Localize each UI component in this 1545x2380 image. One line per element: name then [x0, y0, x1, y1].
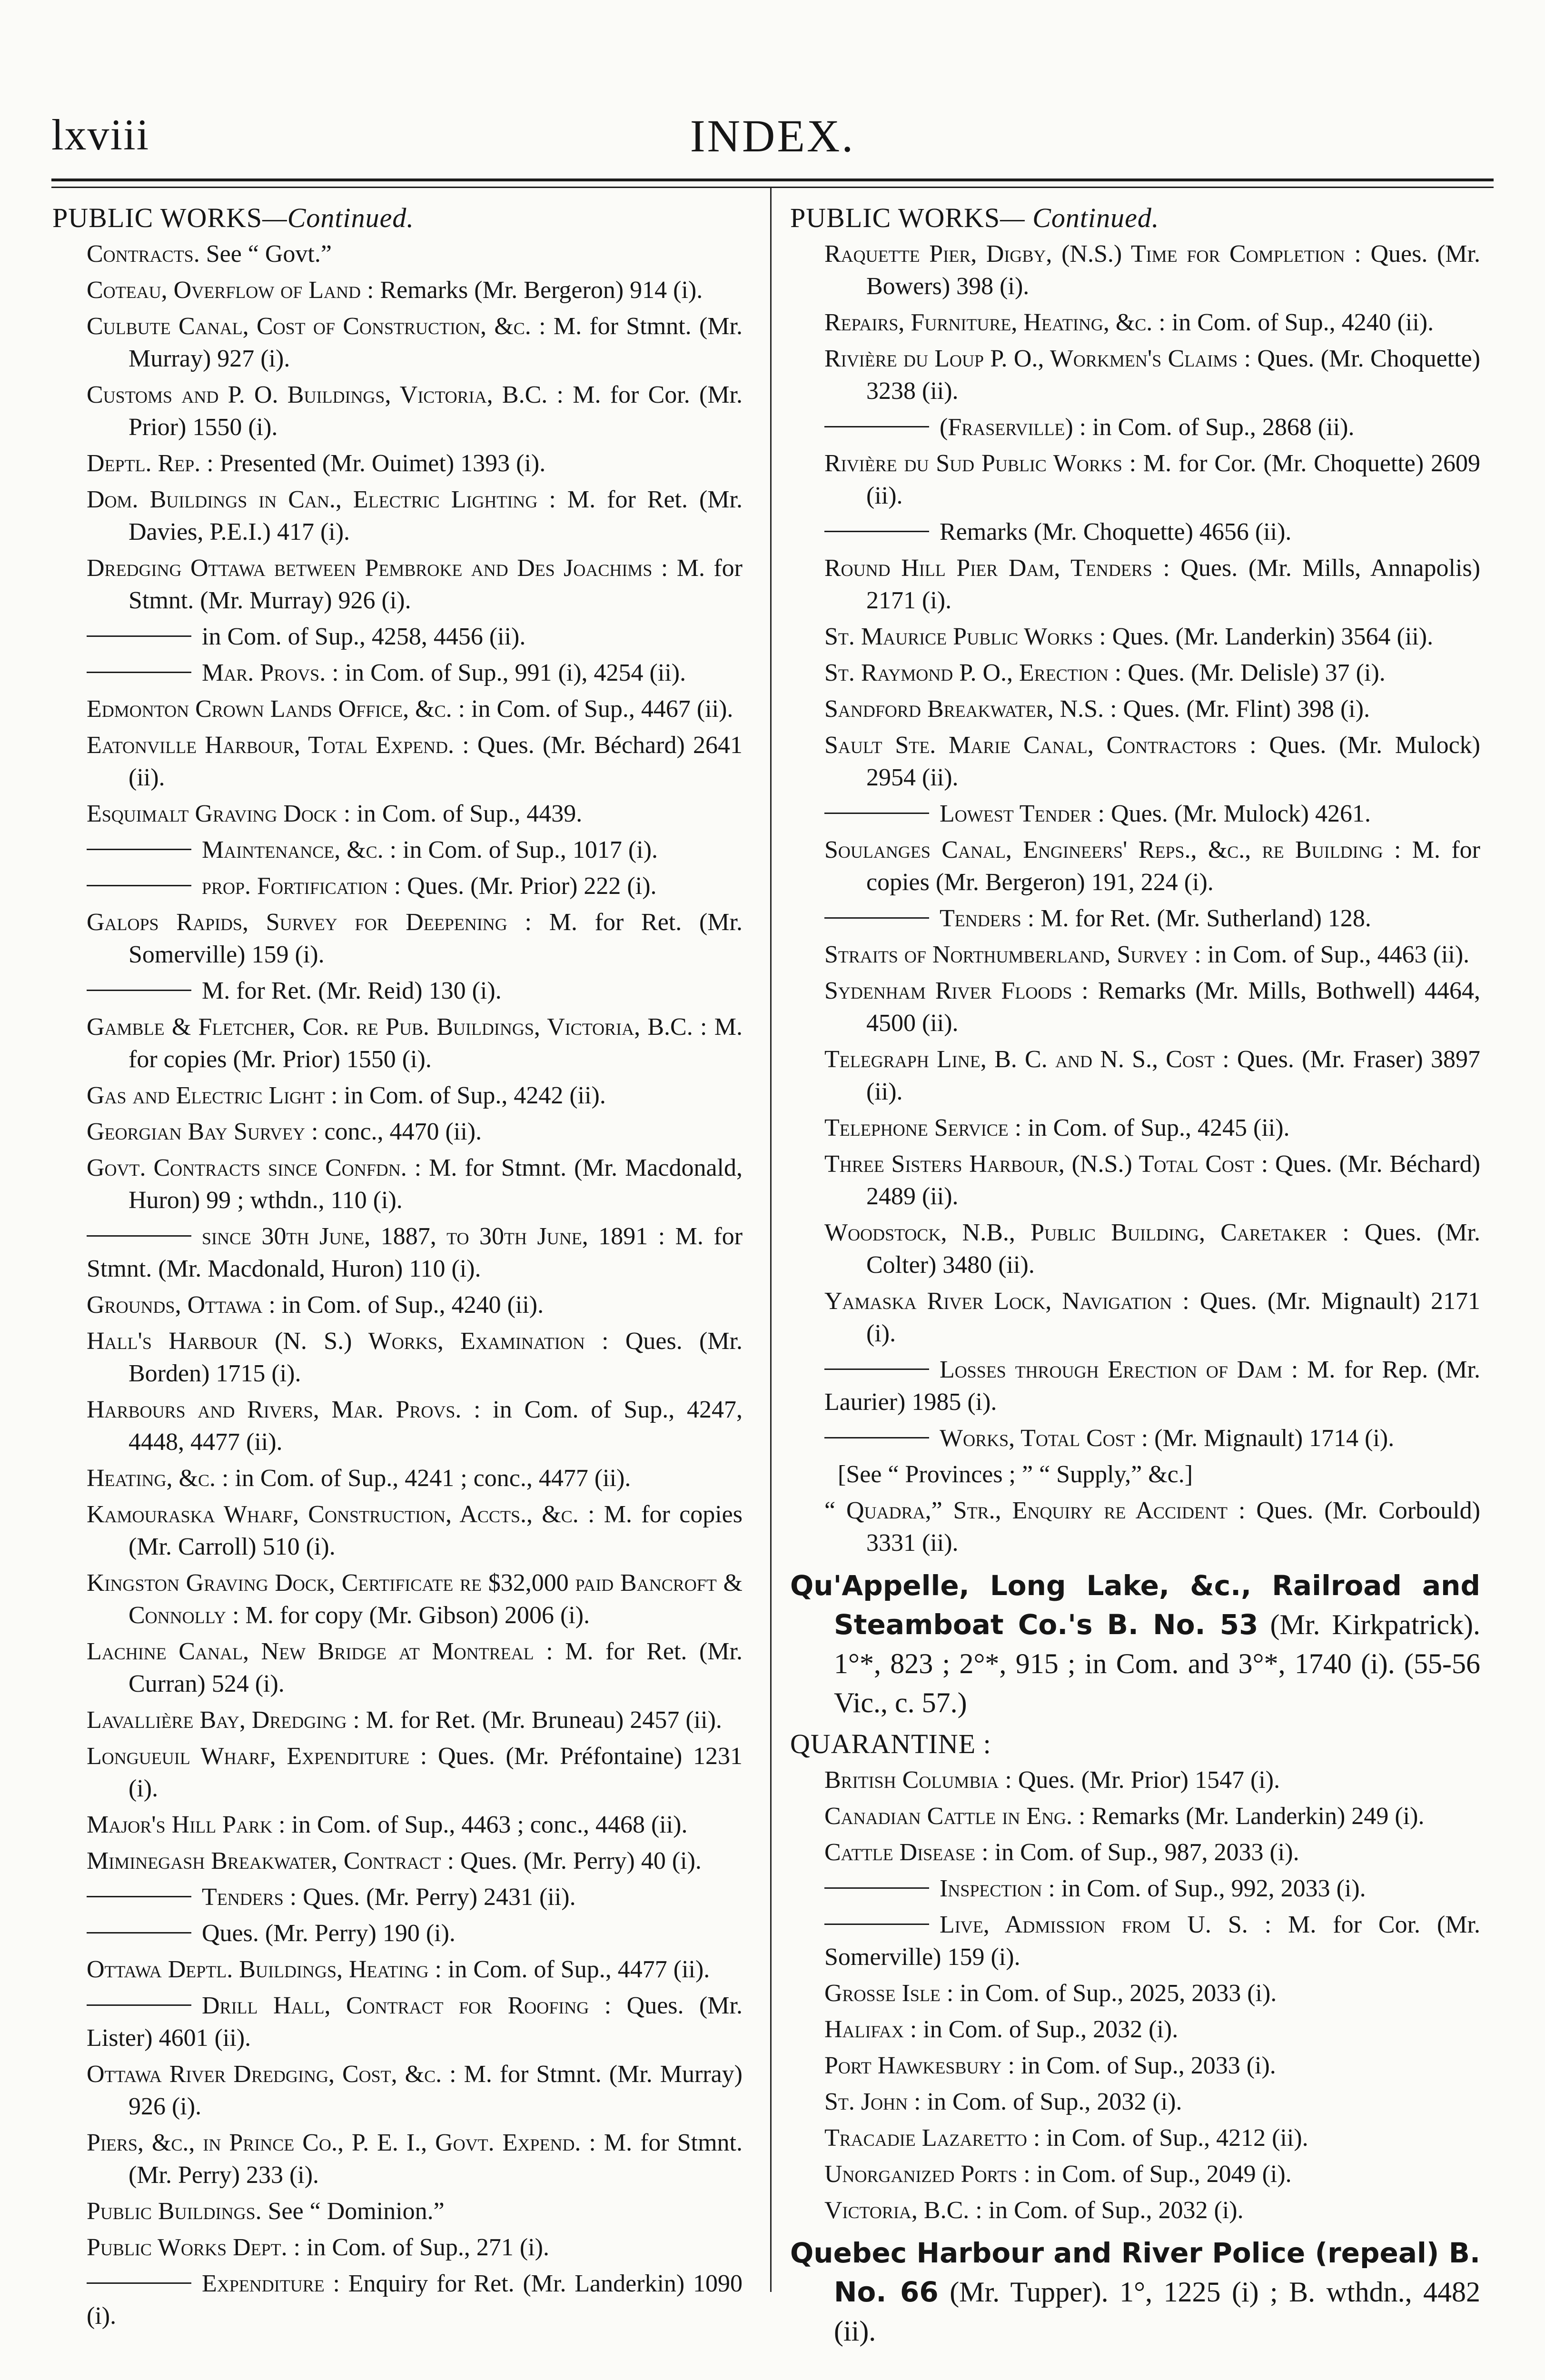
index-entry [52, 484, 743, 548]
entry-text: in Com. of Sup., 2032 (i). [917, 2016, 1179, 2043]
bill-title: Qu'Appelle, Long Lake, &c., Railroad and Steamboat Co.'s B. No. 53 [790, 1569, 1480, 1641]
entry-lead: Soulanges Canal, Engineers' Reps., &c., re Building : [824, 836, 1401, 863]
index-subentry [52, 1881, 743, 1914]
section-heading [790, 200, 1480, 236]
entry-lead: Expenditure : [202, 2270, 340, 2297]
index-entry [52, 1954, 743, 1986]
entry-text: Ques. (Mr. Landerkin) 3564 (ii). [1106, 623, 1434, 650]
index-entry [790, 1285, 1480, 1350]
index-entry [52, 379, 743, 444]
index-subentry [52, 2268, 743, 2332]
entry-text: Ques. (Mr. Perry) 40 (i). [454, 1847, 702, 1874]
index-entry [790, 621, 1480, 653]
entry-lead: Eatonville Harbour, Total Expend. : [87, 732, 469, 759]
entry-lead: Rivière du Sud Public Works : [824, 450, 1137, 477]
ditto-dash [87, 1896, 191, 1897]
entry-text: in Com. of Sup., 4258, 4456 (ii). [202, 623, 526, 650]
entry-lead: British Columbia : [824, 1766, 1012, 1794]
entry-lead: Galops Rapids, Survey for Deepening : [87, 909, 532, 936]
ditto-dash [824, 531, 929, 532]
entry-text: in Com. of Sup., 4245 (ii). [1021, 1114, 1290, 1141]
entry-lead: Canadian Cattle in Eng. : [824, 1803, 1086, 1830]
index-entry [52, 1116, 743, 1148]
entry-text: in Com. of Sup., 4463 (ii). [1201, 941, 1470, 968]
entry-text: Ques. (Mr. Mignault) 2171 (i). [866, 1288, 1480, 1347]
entry-text: in Com. of Sup., 4247, 4448, 4477 (ii). [129, 1396, 743, 1456]
index-entry [52, 1462, 743, 1495]
index-entry [790, 2194, 1480, 2227]
entry-text: M. for Cor. (Mr. Choquette) 2609 (ii). [866, 450, 1480, 509]
entry-lead: Inspection : [940, 1875, 1055, 1902]
index-entry [52, 274, 743, 307]
entry-lead: Ottawa River Dredging, Cost, &c. : [87, 2061, 456, 2088]
entry-text: in Com. of Sup., 2025, 2033 (i). [953, 1980, 1277, 2007]
index-subentry [52, 1917, 743, 1950]
entry-text: Remarks (Mr. Mills, Bothwell) 4464, 4500 (ii). [866, 977, 1480, 1037]
page-number: lxviii [51, 110, 150, 159]
entry-lead: Longueuil Wharf, Expenditure : [87, 1743, 427, 1770]
entry-lead: Edmonton Crown Lands Office, &c. : [87, 695, 465, 723]
entry-lead: Maintenance, &c. : [202, 836, 397, 863]
entry-lead: Straits of Northumberland, Survey : [824, 941, 1201, 968]
entry-lead: St. Raymond P. O., Erection : [824, 659, 1122, 686]
entry-text: in Com. of Sup., 4242 (ii). [337, 1082, 606, 1109]
heading-suffix: — Continued. [1000, 202, 1159, 233]
entry-text: M. for Stmnt. (Mr. Macdonald, Huron) 99 ; wthdn., 110 (i). [129, 1154, 743, 1214]
index-entry [52, 1809, 743, 1841]
entry-lead: Sydenham River Floods : [824, 977, 1089, 1004]
index-entry [790, 238, 1480, 303]
entry-lead: Mar. Provs. : [202, 659, 339, 686]
entry-lead: Woodstock, N.B., Public Building, Caretaker : [824, 1219, 1349, 1246]
entry-lead: Gamble & Fletcher, Cor. re Pub. Buildings, Victoria, B.C. : [87, 1013, 707, 1041]
index-entry [790, 2050, 1480, 2082]
index-entry [790, 975, 1480, 1040]
entry-text: in Com. of Sup., 992, 2033 (i). [1055, 1875, 1366, 1902]
index-subentry [790, 1873, 1480, 1905]
ditto-dash [87, 672, 191, 673]
index-subentry [790, 798, 1480, 830]
section-heading [52, 200, 743, 236]
index-entry [52, 552, 743, 617]
entry-text: Ques. (Mr. Béchard) 2489 (ii). [866, 1150, 1480, 1210]
entry-text: in Com. of Sup., 4477 (ii). [441, 1956, 710, 1983]
entry-text: M. for copies (Mr. Prior) 1550 (i). [129, 1013, 743, 1073]
entry-lead: Piers, &c., in Prince Co., P. E. I., Govt. Expend. : [87, 2129, 596, 2156]
entry-lead: Kamouraska Wharf, Construction, Accts., &c. : [87, 1501, 595, 1528]
index-entry [52, 2127, 743, 2192]
entry-lead: Public Buildings. [87, 2198, 262, 2225]
entry-lead: Heating, &c. : [87, 1465, 229, 1492]
see-note: [See “ Provinces ; ” “ Supply,” &c.] [838, 1461, 1193, 1488]
index-entry [790, 2122, 1480, 2154]
ditto-dash [824, 426, 929, 427]
entry-lead: Customs and P. O. Buildings, Victoria, B.C. : [87, 381, 564, 408]
page-title: INDEX. [690, 110, 855, 161]
entry-lead: prop. Fortification : [202, 873, 401, 900]
entry-text: M. for Stmnt. (Mr. Murray) 927 (i). [129, 313, 743, 372]
index-entry [52, 1011, 743, 1076]
entry-lead: Sandford Breakwater, N.S. : [824, 695, 1117, 723]
index-entry [790, 657, 1480, 689]
ditto-dash [824, 813, 929, 814]
entry-text: Remarks (Mr. Landerkin) 249 (i). [1085, 1803, 1425, 1830]
entry-text: Ques. (Mr. Préfontaine) 1231 (i). [129, 1743, 743, 1802]
index-entry [790, 939, 1480, 971]
index-entry [790, 1112, 1480, 1144]
entry-text: Ques. (Mr. Fraser) 3897 (ii). [866, 1046, 1480, 1105]
index-entry [52, 1325, 743, 1390]
ditto-dash [87, 2004, 191, 2006]
index-entry [52, 1498, 743, 1563]
quarantine-heading: QUARANTINE : [790, 1728, 991, 1759]
entry-text: Ques. (Mr. Flint) 398 (i). [1117, 695, 1370, 723]
entry-lead: Victoria, B.C. : [824, 2197, 982, 2224]
entry-text: in Com. of Sup., 2032 (i). [921, 2088, 1182, 2115]
entry-lead: Cattle Disease : [824, 1839, 989, 1866]
entry-text: in Com. of Sup., 2049 (i). [1030, 2161, 1292, 2188]
ditto-dash [87, 2282, 191, 2284]
entry-lead: Grosse Isle : [824, 1980, 954, 2007]
index-entry [52, 2231, 743, 2264]
ditto-dash [87, 1932, 191, 1934]
index-entry [790, 343, 1480, 407]
index-entry [52, 310, 743, 375]
index-entry [52, 693, 743, 725]
entry-lead: Repairs, Furniture, Heating, &c. : [824, 309, 1166, 336]
entry-lead: Telegraph Line, B. C. and N. S., Cost : [824, 1046, 1229, 1073]
entry-lead: Gas and Electric Light : [87, 1082, 338, 1109]
index-entry-quadra [790, 1495, 1480, 1559]
index-subentry [790, 411, 1480, 444]
index-entry [790, 1764, 1480, 1796]
entry-text: Ques. (Mr. Mulock) 2954 (ii). [866, 732, 1480, 791]
index-subentry [790, 1909, 1480, 1973]
index-subentry [52, 657, 743, 689]
entry-lead: Coteau, Overflow of Land : [87, 277, 374, 304]
entry-lead: Ottawa Deptl. Buildings, Heating : [87, 1956, 442, 1983]
entry-text: M. for Stmnt. (Mr. Murray) 926 (i). [129, 555, 743, 614]
left-column [52, 200, 743, 2336]
index-entry [790, 552, 1480, 617]
index-subentry [52, 621, 743, 653]
entry-text: in Com. of Sup., 2868 (ii). [1086, 414, 1355, 441]
entry-text: in Com. of Sup., 4240 (ii). [275, 1291, 544, 1319]
heading-text: PUBLIC WORKS [52, 202, 263, 233]
index-entry [790, 1800, 1480, 1833]
header-rule-thin [51, 187, 1494, 188]
entry-lead: Drill Hall, Contract for Roofing : [202, 1992, 612, 2019]
bill-entry-quappelle [790, 1566, 1480, 1722]
heading-text: PUBLIC WORKS [790, 202, 1000, 233]
heading-suffix: —Continued. [262, 202, 414, 233]
entry-text: M. for Ret. (Mr. Davies, P.E.I.) 417 (i). [129, 486, 743, 545]
index-entry [790, 1217, 1480, 1281]
entry-text: Remarks (Mr. Choquette) 4656 (ii). [940, 518, 1292, 545]
index-entry [790, 2086, 1480, 2118]
entry-text: M. for Ret. (Mr. Curran) 524 (i). [129, 1638, 743, 1697]
ditto-dash [824, 917, 929, 919]
index-entry [52, 2195, 743, 2228]
entry-text: Ques. (Mr. Prior) 222 (i). [401, 873, 657, 900]
ditto-dash [824, 1887, 929, 1889]
entry-lead: Harbours and Rivers, Mar. Provs. : [87, 1396, 481, 1423]
index-subentry [52, 834, 743, 866]
entry-text: Remarks (Mr. Bergeron) 914 (i). [374, 277, 703, 304]
index-entry [790, 2013, 1480, 2046]
entry-text: M. for Ret. (Mr. Bruneau) 2457 (ii). [359, 1706, 722, 1734]
entry-text: Ques. (Mr. Corbould) 3331 (ii). [866, 1497, 1480, 1557]
entry-lead: Dom. Buildings in Can., Electric Lighting : [87, 486, 556, 513]
entry-lead: Losses through Erection of Dam : [940, 1356, 1298, 1383]
entry-lead: Public Works Dept. : [87, 2234, 301, 2261]
entry-lead: Rivière du Loup P. O., Workmen's Claims : [824, 345, 1251, 372]
index-entry [52, 1289, 743, 1321]
entry-text: M. for copies (Mr. Bergeron) 191, 224 (i). [866, 836, 1480, 896]
entry-lead: (Fraserville) : [940, 414, 1087, 441]
left-entry-list [52, 238, 743, 2332]
index-subentry [790, 902, 1480, 935]
entry-lead: Round Hill Pier Dam, Tenders : [824, 555, 1170, 582]
entry-text: Ques. (Mr. Mulock) 4261. [1105, 800, 1371, 827]
entry-text: Ques. (Mr. Lister) 4601 (ii). [87, 1992, 743, 2052]
entry-text: Ques. (Mr. Delisle) 37 (i). [1121, 659, 1386, 686]
entry-lead: St. Maurice Public Works : [824, 623, 1106, 650]
index-entry [52, 1740, 743, 1805]
bill-text: (Mr. Tupper). 1°, 1225 (i) ; B. wthdn., 4482 (ii). [834, 2276, 1480, 2347]
index-subentry [52, 975, 743, 1007]
entry-text: in Com. of Sup., 991 (i), 4254 (ii). [338, 659, 686, 686]
index-subentry [52, 1990, 743, 2054]
entry-lead: Sault Ste. Marie Canal, Contractors : [824, 732, 1257, 759]
index-entry [790, 1043, 1480, 1108]
entry-lead: Tenders : [940, 905, 1035, 932]
index-entry [52, 1845, 743, 1877]
entry-lead: Dredging Ottawa between Pembroke and Des Joachims : [87, 555, 668, 582]
index-entry [790, 2158, 1480, 2191]
entry-text: M. for copy (Mr. Gibson) 2006 (i). [239, 1602, 590, 1629]
index-entry [790, 1148, 1480, 1213]
entry-text: in Com. of Sup., 987, 2033 (i). [988, 1839, 1299, 1866]
entry-lead: since 30th June, 1887, to 30th June, 1891 : [202, 1223, 665, 1250]
index-entry [790, 307, 1480, 339]
entry-text: M. for Cor. (Mr. Prior) 1550 (i). [129, 381, 743, 441]
entry-text: M. for Ret. (Mr. Somerville) 159 (i). [129, 909, 743, 968]
entry-text: Ques. (Mr. Prior) 1547 (i). [1011, 1766, 1280, 1794]
index-entry [790, 447, 1480, 512]
bill-entry-quebec [790, 2233, 1480, 2350]
index-entry [52, 1636, 743, 1700]
entry-text: Ques. (Mr. Colter) 3480 (ii). [866, 1219, 1480, 1279]
header-rule-thick [51, 178, 1494, 181]
right-column [790, 200, 1480, 2354]
right-entry-list [790, 238, 1480, 1455]
entry-text: Presented (Mr. Ouimet) 1393 (i). [213, 450, 546, 477]
ditto-dash [824, 1368, 929, 1370]
entry-lead: Miminegash Breakwater, Contract : [87, 1847, 455, 1874]
entry-lead: Works, Total Cost : [940, 1425, 1149, 1452]
index-entry [52, 1704, 743, 1736]
entry-text: M. for Stmnt. (Mr. Murray) 926 (i). [129, 2061, 743, 2120]
ditto-dash [824, 1437, 929, 1438]
index-entry [52, 1567, 743, 1632]
index-entry [790, 834, 1480, 899]
entry-lead: Three Sisters Harbour, (N.S.) Total Cost : [824, 1150, 1268, 1178]
index-entry [52, 729, 743, 794]
entry-text: Ques. (Mr. Perry) 190 (i). [202, 1920, 456, 1947]
entry-lead: “ Quadra,” Str., Enquiry re Accident : [824, 1497, 1246, 1524]
entry-lead: Raquette Pier, Digby, (N.S.) Time for Completion : [824, 240, 1361, 268]
entry-text: Ques. (Mr. Perry) 2431 (ii). [297, 1884, 576, 1911]
ditto-dash [824, 1924, 929, 1925]
entry-lead: Contracts. [87, 240, 200, 268]
entry-text: Ques. (Mr. Béchard) 2641 (ii). [129, 732, 743, 791]
entry-lead: Lavallière Bay, Dredging : [87, 1706, 360, 1734]
index-entry [52, 447, 743, 480]
index-entry [52, 1152, 743, 1217]
entry-text: in Com. of Sup., 4240 (ii). [1165, 309, 1434, 336]
entry-lead: Culbute Canal, Cost of Construction, &c. : [87, 313, 546, 340]
entry-text: in Com. of Sup., 2033 (i). [1014, 2052, 1276, 2079]
entry-lead: Unorganized Ports : [824, 2161, 1030, 2188]
entry-lead: Port Hawkesbury : [824, 2052, 1015, 2079]
entry-lead: St. John : [824, 2088, 921, 2115]
entry-text: See “ Govt.” [199, 240, 332, 268]
ditto-dash [87, 635, 191, 637]
entry-lead: Hall's Harbour (N. S.) Works, Examination : [87, 1328, 609, 1355]
entry-lead: Telephone Service : [824, 1114, 1022, 1141]
entry-lead: Lachine Canal, New Bridge at Montreal : [87, 1638, 553, 1665]
entry-lead: Georgian Bay Survey : [87, 1118, 318, 1145]
entry-text: in Com. of Sup., 2032 (i). [982, 2197, 1244, 2224]
entry-text: in Com. of Sup., 4241 ; conc., 4477 (ii). [228, 1465, 631, 1492]
page-header [51, 109, 1494, 162]
entry-text: in Com. of Sup., 4467 (ii). [465, 695, 733, 723]
entry-text: in Com. of Sup., 1017 (i). [396, 836, 658, 863]
entry-text: (Mr. Mignault) 1714 (i). [1148, 1425, 1395, 1452]
entry-lead: Kingston Graving Dock, Certificate re $32,000 paid Bancroft & Connolly : [87, 1569, 743, 1629]
entry-text: in Com. of Sup., 271 (i). [300, 2234, 549, 2261]
entry-lead: Lowest Tender : [940, 800, 1105, 827]
entry-text: M. for Cor. (Mr. Somerville) 159 (i). [824, 1911, 1480, 1971]
index-subentry [52, 1220, 743, 1285]
index-entry [52, 2058, 743, 2123]
entry-lead: Govt. Contracts since Confdn. : [87, 1154, 422, 1181]
index-subentry [52, 870, 743, 902]
ditto-dash [87, 1235, 191, 1237]
entry-text: See “ Dominion.” [261, 2198, 445, 2225]
ditto-dash [87, 849, 191, 850]
quarantine-entry-list [790, 1764, 1480, 2227]
entry-lead: Live, Admission from U. S. : [940, 1911, 1272, 1938]
entry-text: Ques. (Mr. Mills, Annapolis) 2171 (i). [866, 555, 1480, 614]
entry-text: M. for Ret. (Mr. Sutherland) 128. [1034, 905, 1371, 932]
column-divider [770, 188, 772, 2292]
ditto-dash [87, 990, 191, 991]
bill-text: (Mr. Kirkpatrick). 1°*, 823 ; 2°*, 915 ; in Com. and 3°*, 1740 (i). (55-56 Vic., c. 57.) [834, 1609, 1480, 1718]
index-entry [52, 1394, 743, 1458]
entry-text: M. for Ret. (Mr. Reid) 130 (i). [202, 977, 502, 1004]
entry-lead: Yamaska River Lock, Navigation : [824, 1288, 1189, 1315]
entry-text: M. for Stmnt. (Mr. Macdonald, Huron) 110 (i). [87, 1223, 743, 1282]
index-subentry [790, 1422, 1480, 1455]
index-entry [52, 1080, 743, 1112]
ditto-dash [87, 885, 191, 886]
entry-lead: Grounds, Ottawa : [87, 1291, 276, 1319]
entry-text: Enquiry for Ret. (Mr. Landerkin) 1090 (i). [87, 2270, 743, 2330]
index-entry [790, 693, 1480, 725]
entry-text: Ques. (Mr. Choquette) 3238 (ii). [866, 345, 1480, 405]
entry-text: M. for Stmnt. (Mr. Perry) 233 (i). [129, 2129, 743, 2189]
index-subentry [790, 1354, 1480, 1418]
bill-title: Quebec Harbour and River Police (repeal) B. No. 66 [790, 2237, 1480, 2308]
entry-lead: Major's Hill Park : [87, 1811, 286, 1838]
entry-lead: Tracadie Lazaretto : [824, 2124, 1040, 2152]
index-entry [52, 906, 743, 971]
entry-text: in Com. of Sup., 4463 ; conc., 4468 (ii). [285, 1811, 688, 1838]
entry-text: conc., 4470 (ii). [318, 1118, 482, 1145]
index-entry [52, 798, 743, 830]
index-entry [790, 1836, 1480, 1869]
index-subentry [790, 516, 1480, 548]
entry-text: in Com. of Sup., 4212 (ii). [1040, 2124, 1308, 2152]
index-entry [790, 1977, 1480, 2010]
entry-text: M. for Rep. (Mr. Laurier) 1985 (i). [824, 1356, 1480, 1416]
entry-lead: Tenders : [202, 1884, 297, 1911]
entry-text: M. for copies (Mr. Carroll) 510 (i). [129, 1501, 743, 1560]
entry-text: in Com. of Sup., 4439. [350, 800, 583, 827]
index-entry [52, 238, 743, 270]
entry-text: Ques. (Mr. Bowers) 398 (i). [866, 240, 1480, 300]
entry-lead: Esquimalt Graving Dock : [87, 800, 351, 827]
index-entry [790, 729, 1480, 794]
entry-lead: Halifax : [824, 2016, 917, 2043]
entry-lead: Deptl. Rep. : [87, 450, 214, 477]
entry-text: Ques. (Mr. Borden) 1715 (i). [129, 1328, 743, 1387]
